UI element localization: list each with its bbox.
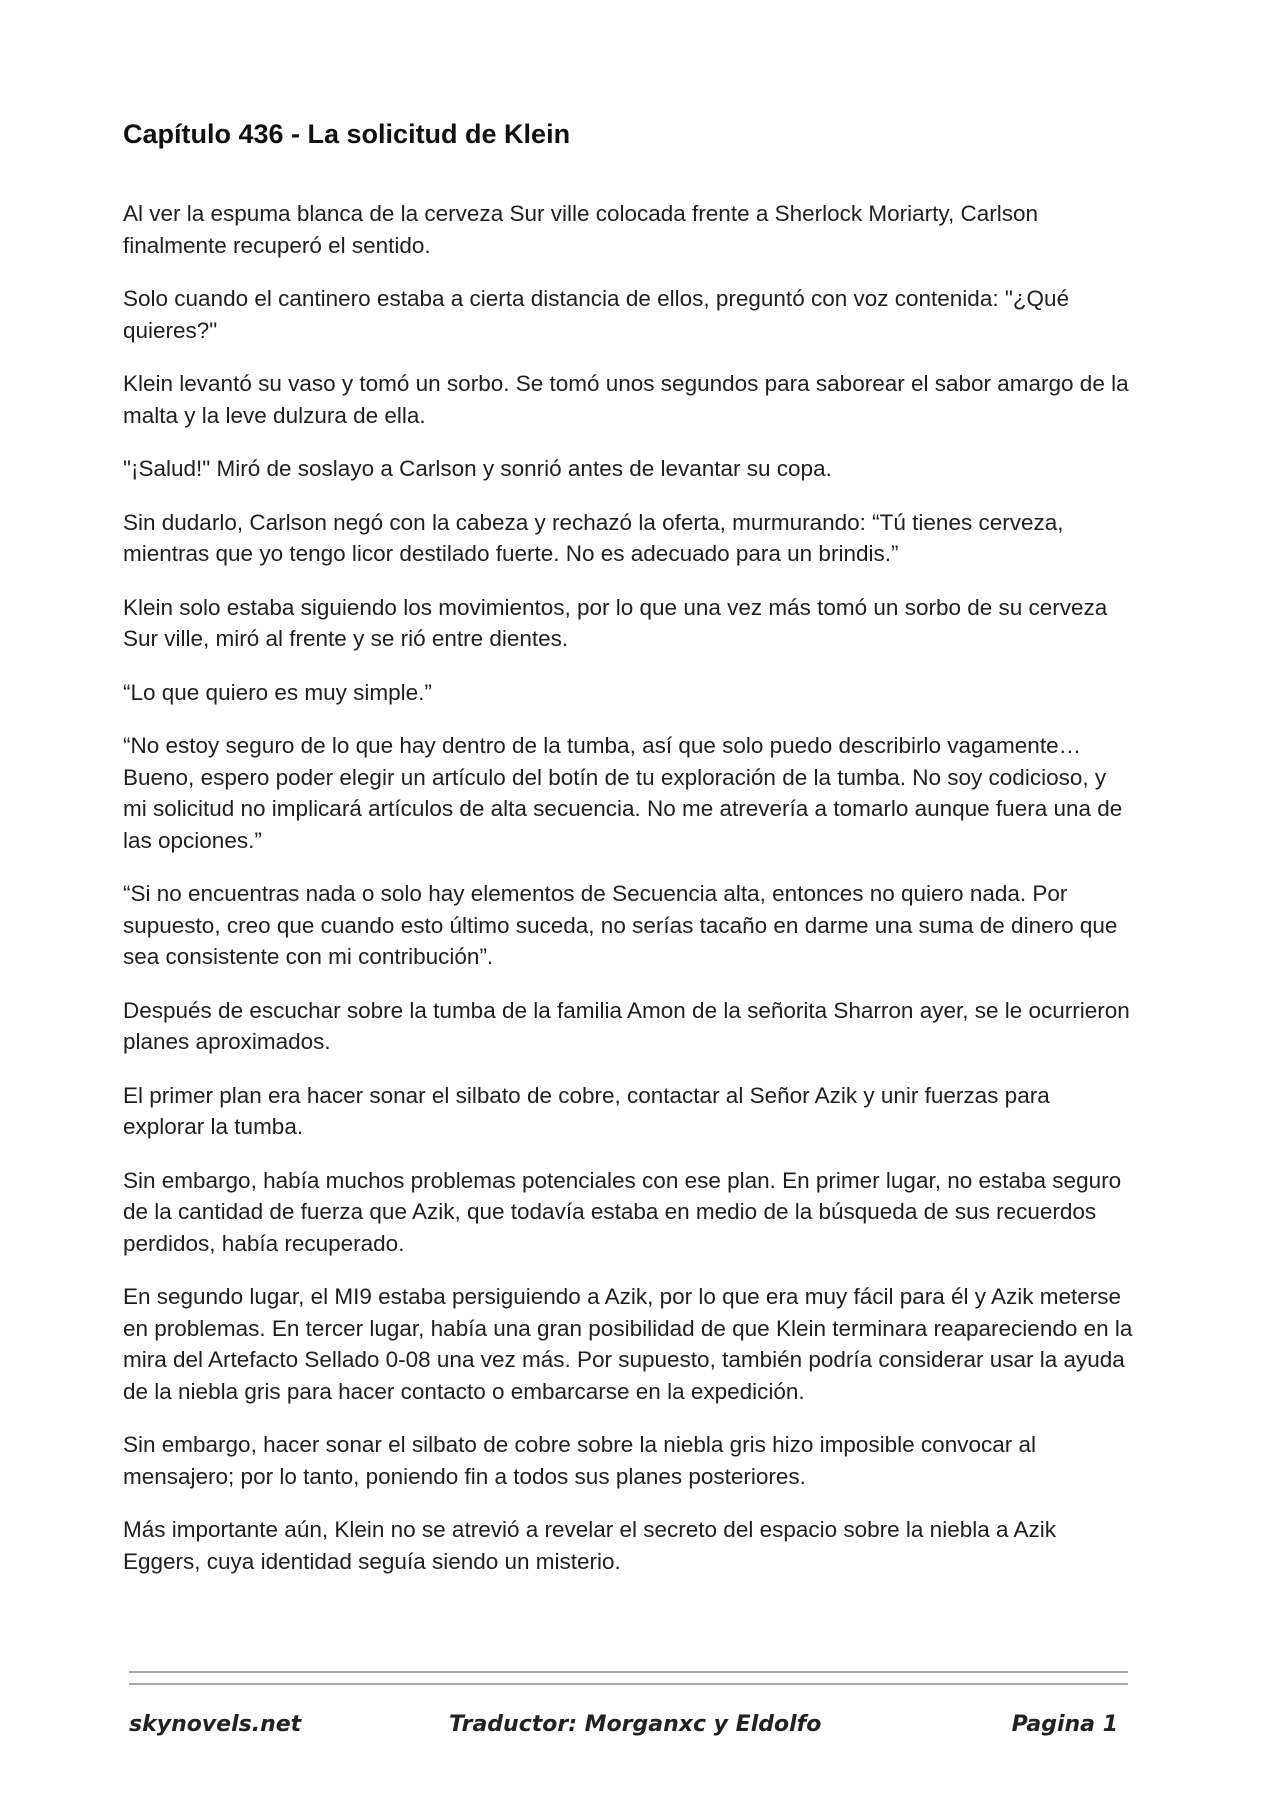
paragraph: Después de escuchar sobre la tumba de la familia Amon de la señorita Sharron ayer, se le ocurrieron planes aproximados. xyxy=(123,997,1130,1054)
paragraph: Sin embargo, hacer sonar el silbato de cobre sobre la niebla gris hizo imposible convocar al mensajero; por lo tanto, poniendo fin a todos sus planes posteriores. xyxy=(123,1432,1036,1489)
footer-site: skynovels.net xyxy=(129,1712,302,1737)
paragraph: “Si no encuentras nada o solo hay elementos de Secuencia alta, entonces no quiero nada. Por supuesto, creo que cuando esto último suceda, no serías tacaño en darme una suma de dinero que sea consistente con mi contribución”. xyxy=(123,881,1118,969)
paragraph: Klein levantó su vaso y tomó un sorbo. Se tomó unos segundos para saborear el sabor amargo de la malta y la leve dulzura de ella. xyxy=(123,371,1129,428)
paragraph: Klein solo estaba siguiendo los movimientos, por lo que una vez más tomó un sorbo de su cerveza Sur ville, miró al frente y se rió entre dientes. xyxy=(123,594,1108,651)
document-body xyxy=(123,118,1133,1599)
paragraph-list xyxy=(123,198,1133,1577)
footer-divider-top xyxy=(129,1671,1128,1673)
footer-divider-bottom xyxy=(129,1683,1128,1685)
paragraph: Solo cuando el cantinero estaba a cierta distancia de ellos, preguntó con voz contenida: "¿Qué quieres?" xyxy=(123,286,1070,343)
paragraph: El primer plan era hacer sonar el silbato de cobre, contactar al Señor Azik y unir fuerzas para explorar la tumba. xyxy=(123,1082,1050,1139)
paragraph: En segundo lugar, el MI9 estaba persiguiendo a Azik, por lo que era muy fácil para él y Azik meterse en problemas. En tercer lugar, había una gran posibilidad de que Klein terminara reapareciendo en la mira del Artefacto Sellado 0-08 una vez más. Por supuesto, también podría considerar usar la ayuda de la niebla gris para hacer contacto o embarcarse en la expedición. xyxy=(123,1284,1133,1404)
chapter-title: Capítulo 436 - La solicitud de Klein xyxy=(123,119,571,149)
paragraph: Sin dudarlo, Carlson negó con la cabeza y rechazó la oferta, murmurando: “Tú tienes cerveza, mientras que yo tengo licor destilado fuerte. No es adecuado para un brindis.” xyxy=(123,509,1064,566)
footer-translator: Traductor: Morganxc y Eldolfo xyxy=(449,1712,822,1737)
paragraph: Al ver la espuma blanca de la cerveza Sur ville colocada frente a Sherlock Moriarty, Carlson finalmente recuperó el sentido. xyxy=(123,201,1039,258)
paragraph: “Lo que quiero es muy simple.” xyxy=(123,679,432,705)
paragraph: "¡Salud!" Miró de soslayo a Carlson y sonrió antes de levantar su copa. xyxy=(123,456,832,481)
paragraph: Sin embargo, había muchos problemas potenciales con ese plan. En primer lugar, no estaba seguro de la cantidad de fuerza que Azik, que todavía estaba en medio de la búsqueda de sus recuerdos perdidos, había recuperado. xyxy=(123,1167,1122,1256)
footer-page-number: Pagina 1 xyxy=(1011,1712,1118,1737)
paragraph: Más importante aún, Klein no se atrevió a revelar el secreto del espacio sobre la niebla a Azik Eggers, cuya identidad seguía siendo un misterio. xyxy=(123,1517,1057,1574)
page-footer xyxy=(129,1712,1128,1748)
paragraph: “No estoy seguro de lo que hay dentro de la tumba, así que solo puedo describirlo vagamente… Bueno, espero poder elegir un artículo del botín de tu exploración de la tumba. No soy codicioso, y mi solicitud no implicará artículos de alta secuencia. No me atrevería a tomarlo aunque fuera una de las opciones.” xyxy=(123,733,1123,853)
